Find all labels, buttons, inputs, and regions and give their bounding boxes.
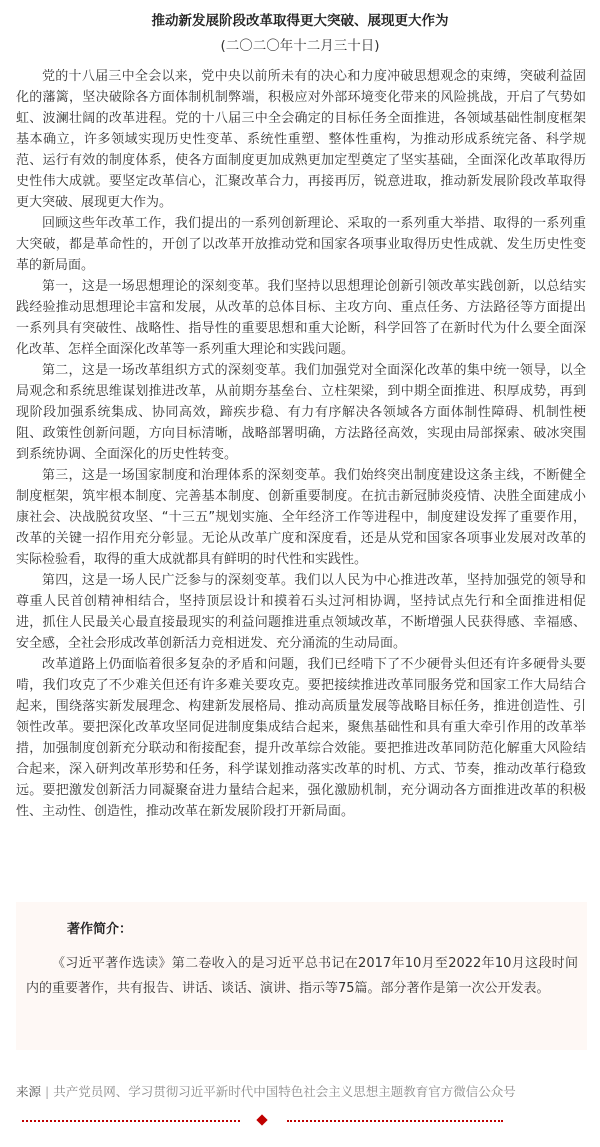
paragraph: 改革道路上仍面临着很多复杂的矛盾和问题，我们已经啃下了不少硬骨头但还有许多硬骨头要啃，我们攻克了不少难关但还有许多难关要攻克。要把接续推进改革同服务党和国家工作大局结合起来，围绕落实新发展理念、构建新发展格局、推动高质量发展等战略目标任务，推进创造性、引领性改革。要把深化改革攻坚同促进制度集成结合起来，聚焦基础性和具有重大牵引作用的改革举措，加强制度创新充分联动和衔接配套，提升改革综合效能。要把推进改革同防范化解重大风险结合起来，深入研判改革形势和任务，科学谋划推动落实改革的时机、方式、节奏，推动改革行稳致远。要把激发创新活力同凝聚奋进力量结合起来，强化激励机制，充分调动各方面推进改革的积极性、主动性、创造性，推动改革在新发展阶段打开新局面。 <box>16 657 586 819</box>
book-intro-text <box>26 951 578 1001</box>
article-body <box>16 66 586 822</box>
book-intro-heading: 著作简介： <box>67 922 133 937</box>
paragraph: 第二，这是一场改革组织方式的深刻变革。我们加强党对全面深化改革的集中统一领导，以全局观念和系统思维谋划推进改革，从前期夯基垒台、立柱架梁，到中期全面推进、积厚成势，再到现阶段加强系统集成、协同高效，蹄疾步稳、有力有序解决各领域各方面体制性障碍、机制性梗阻、政策性创新问题，方向目标清晰，战略部署明确，方法路径高效，实现由局部探索、破冰突围到系统协调、全面深化的历史性转变。 <box>16 363 586 462</box>
source-line <box>16 1082 586 1102</box>
paragraph: 回顾这些年改革工作，我们提出的一系列创新理论、采取的一系列重大举措、取得的一系列重大突破，都是革命性的，开创了以改革开放推动党和国家各项事业取得历史性成就、发生历史性变革的新局面。 <box>16 216 586 273</box>
source-text: 共产党员网、学习贯彻习近平新时代中国特色社会主义思想主题教育官方微信公众号 <box>53 1084 516 1099</box>
source-separator: | <box>45 1084 50 1099</box>
article-title: 推动新发展阶段改革取得更大突破、展现更大作为 <box>151 13 449 29</box>
diamond-ornament-icon <box>256 1114 267 1125</box>
article-date: (二〇二〇年十二月三十日) <box>220 38 380 54</box>
source-label: 来源 <box>16 1084 42 1099</box>
paragraph: 第四，这是一场人民广泛参与的深刻变革。我们以人民为中心推进改革，坚持加强党的领导和尊重人民首创精神相结合，坚持顶层设计和摸着石头过河相协调，坚持试点先行和全面推进相促进，抓住人民最关心最直接最现实的利益问题推进重点领域改革，不断增强人民获得感、幸福感、安全感，全社会形成改革创新活力竞相迸发、充分涌流的生动局面。 <box>16 573 586 651</box>
paragraph: 第三，这是一场国家制度和治理体系的深刻变革。我们始终突出制度建设这条主线，不断健全制度框架，筑牢根本制度、完善基本制度、创新重要制度。在抗击新冠肺炎疫情、决胜全面建成小康社会、决战脱贫攻坚、“十三五”规划实施、全年经济工作等进程中，制度建设发挥了重要作用，改革的关键一招作用充分彰显。无论从改革广度和深度看，还是从党和国家各项事业发展对改革的实际检验看，取得的重大成就都具有鲜明的时代性和实践性。 <box>16 468 586 567</box>
book-intro-box <box>16 902 587 1050</box>
book-intro-paragraph: 《习近平著作选读》第二卷收入的是习近平总书记在2017年10月至2022年10月这段时间内的重要著作，共有报告、讲话、谈话、演讲、指示等75篇。部分著作是第一次公开发表。 <box>26 956 578 996</box>
divider-left-line <box>22 1120 240 1122</box>
paragraph: 党的十八届三中全会以来，党中央以前所未有的决心和力度冲破思想观念的束缚，突破利益固化的藩篱，坚决破除各方面体制机制弊端，积极应对外部环境变化带来的风险挑战，开启了气势如虹、波澜壮阔的改革进程。党的十八届三中全会确定的目标任务全面推进，各领域基础性制度框架基本确立，许多领域实现历史性变革、系统性重塑、整体性重构，为推动形成系统完备、科学规范、运行有效的制度体系，使各方面制度更加成熟更加定型奠定了坚实基础，全面深化改革取得历史性伟大成就。要坚定改革信心，汇聚改革合力，再接再厉，锐意进取，推动新发展阶段改革取得更大突破、展现更大作为。 <box>16 69 586 210</box>
divider-right-line <box>287 1120 503 1122</box>
paragraph: 第一，这是一场思想理论的深刻变革。我们坚持以思想理论创新引领改革实践创新，以总结实践经验推动思想理论丰富和发展，从改革的总体目标、主攻方向、重点任务、方法路径等方面提出一系列具有突破性、战略性、指导性的重要思想和重大论断，科学回答了在新时代为什么要全面深化改革、怎样全面深化改革等一系列重大理论和实践问题。 <box>16 279 586 357</box>
